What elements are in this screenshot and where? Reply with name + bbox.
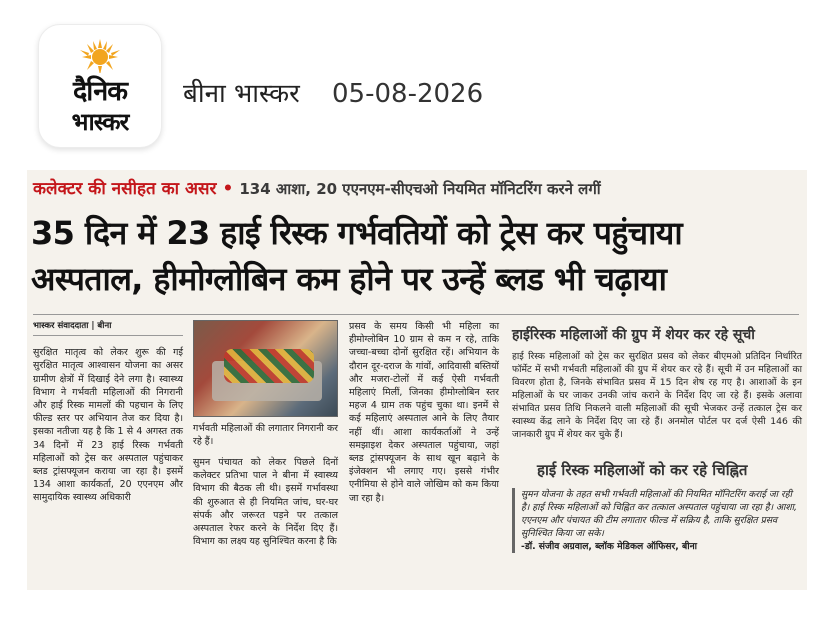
article-photo — [193, 320, 338, 417]
article-column-2: सुमन पंचायत को लेकर पिछले दिनों कलेक्टर प्रतिभा पाल ने बीना में स्वास्थ्य विभाग की बैठक ली थी। इसमें गर्भावस्था की शुरुआत से ही नियमित जांच, घर-घर संपर्क और जरूरत पड़ने पर तत्काल अस्पताल रेफर करने के निर्देश दिए हैं। विभाग का लक्ष्य यह सुनिश्चित करना है कि — [193, 457, 338, 548]
sun-logo-icon — [73, 37, 127, 73]
article-kicker — [33, 176, 601, 199]
quote-text: सुमन योजना के तहत सभी गर्भवती महिलाओं की नियमित मॉनिटरिंग कराई जा रही है। हाई रिस्क महिलाओं को चिह्नित कर तत्काल अस्पताल पहुंचाया जा रहा है। आशा, एएनएम और पंचायत की टीम लगातार फील्ड में सक्रिय है, ताकि सुरक्षित प्रसव सुनिश्चित किया जा सके। — [521, 489, 797, 539]
article-headline — [31, 210, 803, 302]
photo-caption: गर्भवती महिलाओं की लगातार निगरानी कर रहे हैं। — [193, 423, 338, 448]
divider — [33, 314, 799, 315]
official-quote — [512, 488, 802, 553]
logo-text-line2: भास्कर — [71, 108, 129, 136]
article-column-1 — [33, 320, 183, 505]
edition-name[interactable]: बीना भास्कर — [183, 79, 300, 109]
subheading-identify: हाई रिस्क महिलाओं को कर रहे चिह्नित — [537, 461, 748, 479]
kicker-subtext: 134 आशा, 20 एएनएम-सीएचओ नियमित मॉनिटरिंग करने लगीं — [239, 180, 601, 198]
headline-line-1: 35 दिन में 23 हाई रिस्क गर्भवतियों को ट्रेस कर पहुंचाया — [31, 214, 683, 252]
app-header — [0, 0, 826, 155]
logo-text-line1: दैनिक — [72, 76, 128, 107]
kicker-bullet-icon: • — [222, 179, 234, 199]
photo-quilt-shape — [224, 349, 314, 383]
newspaper-clipping — [27, 170, 807, 590]
kicker-highlight: कलेक्टर की नसीहत का असर — [33, 179, 217, 199]
subheading-share-list: हाईरिस्क महिलाओं की ग्रुप में शेयर कर रहे सूची — [512, 327, 755, 343]
article-column-4: हाई रिस्क महिलाओं को ट्रेस कर सुरक्षित प्रसव को लेकर बीएमओ प्रतिदिन निर्धारित फॉर्मेट में सभी गर्भवती महिलाओं की ग्रुप में शेयर कर रहे हैं। सूची में उन महिलाओं का विवरण होता है, जिनके संभावित प्रसव में 15 दिन शेष रह गए है। आशाओं के इन महिलाओं के घर जाकर उनकी जांच कराने के निर्देश दिए जा रहे हैं। इसके अलावा संभावित प्रसव तिथि निकलने वाली महिलाओं की सूची भेजकर उन्हें तत्काल ट्रेस कर स्वास्थ्य केंद्र लाने के निर्देश दिए जा रहे हैं। अनमोल पोर्टल पर दर्ज ऐसी 146 की जानकारी ग्रुप में शेयर कर चुके हैं। — [512, 351, 802, 440]
byline: भास्कर संवाददाता | बीना — [33, 320, 183, 336]
article-column-3: प्रसव के समय किसी भी महिला का हीमोग्लोबिन 10 ग्राम से कम न रहे, ताकि जच्चा-बच्चा दोनों सुरक्षित रहें। अभियान के दौरान दूर-दराज के गांवों, आदिवासी बस्तियों और मजरा-टोलों में कई ऐसी गर्भवती महिलाएं मिलीं, जिनका हीमोग्लोबिन स्तर महज 4 ग्राम तक पहुंच चुका था। इनमें से कई महिलाएं अस्पताल आने के लिए तैयार नहीं थीं। आशा कार्यकर्ताओं ने उन्हें समझाइश देकर अस्पताल पहुंचाया, जहां ब्लड ट्रांसफ्यूजन के साथ खून बढ़ाने के इंजेक्शन भी लगाए गए। इससे गंभीर एनीमिया से होने वाले जोखिम को कम किया जा रहा है। — [349, 321, 499, 504]
edition-date: 05-08-2026 — [332, 79, 484, 109]
headline-line-2: अस्पताल, हीमोग्लोबिन कम होने पर उन्हें ब्लड भी चढ़ाया — [31, 260, 667, 298]
edition-and-date — [183, 74, 483, 110]
column-1-text: सुरक्षित मातृत्व को लेकर शुरू की गई सुरक्षित मातृत्व आश्वासन योजना का असर ग्रामीण क्षेत्रों में दिखाई देने लगा है। स्वास्थ्य विभाग ने गर्भवती महिलाओं की निगरानी और हाई रिस्क मामलों की पहचान के लिए फील्ड स्तर पर अभियान तेज कर दिया है। इसका नतीजा यह है कि 1 से 4 अगस्त तक 34 दिनों में 23 हाई रिस्क गर्भवती महिलाओं को ट्रेस कर अस्पताल पहुंचाकर ब्लड ट्रांसफ्यूजन कराया जा रहा है। इसमें 134 आशा कार्यकर्ता, 20 एएनएम और सामुदायिक स्वास्थ्य अधिकारी — [33, 347, 183, 504]
quote-signature: -डॉ. संजीव अग्रवाल, ब्लॉक मेडिकल ऑफिसर, बीना — [521, 541, 698, 552]
dainik-bhaskar-logo[interactable] — [38, 24, 162, 148]
